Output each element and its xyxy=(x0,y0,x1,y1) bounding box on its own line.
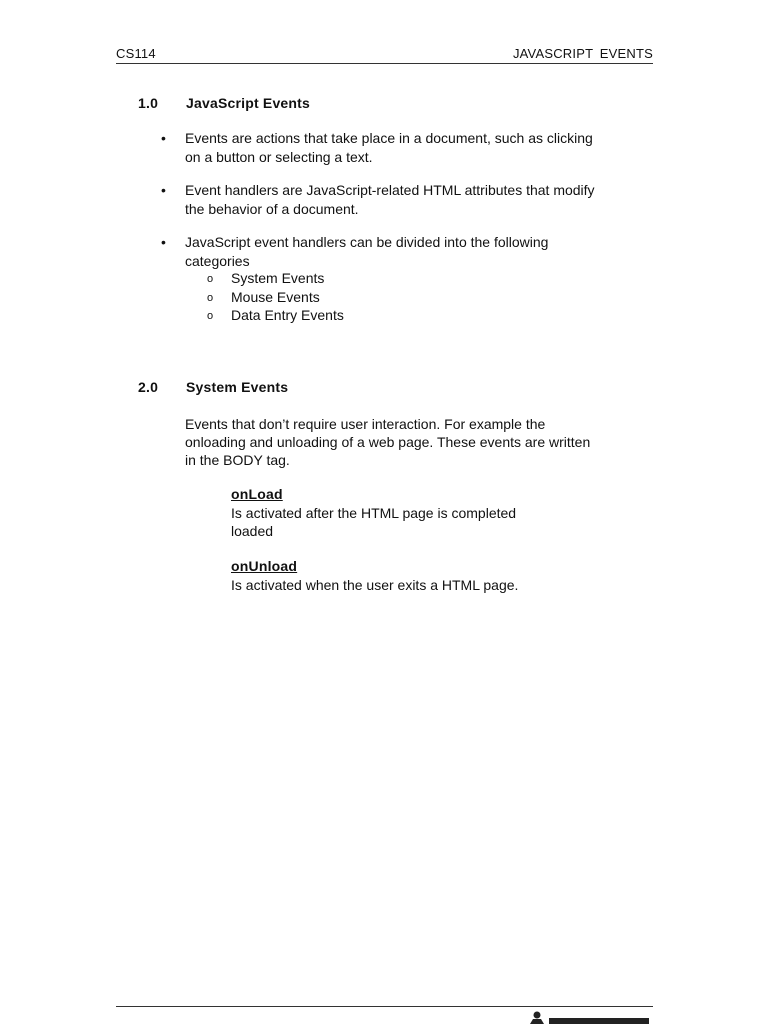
sub-list-text: System Events xyxy=(231,270,325,286)
circle-bullet-icon: o xyxy=(207,273,214,285)
bullet-text: Event handlers are JavaScript-related HTML attributes that modify the behavior of a document. xyxy=(185,182,595,217)
page-header xyxy=(116,45,653,64)
footer-rule xyxy=(116,1006,653,1007)
bullet-icon: • xyxy=(161,130,166,146)
section-intro: Events that don’t require user interaction. For example the onloading and unloading of a web page. These events are written in the BODY tag. xyxy=(185,416,591,468)
bullet-icon: • xyxy=(161,182,166,198)
section-number: 1.0 xyxy=(138,95,159,111)
bullet-text: JavaScript event handlers can be divided into the following categories xyxy=(185,234,549,269)
section-title: JavaScript Events xyxy=(186,95,311,111)
header-topic: JAVASCRIPT EVENTS xyxy=(512,46,653,61)
course-code: CS114 xyxy=(116,46,156,61)
event-term: onLoad xyxy=(231,486,283,502)
sub-list-text: Mouse Events xyxy=(231,289,320,305)
event-description: Is activated after the HTML page is completed loaded xyxy=(231,505,517,539)
circle-bullet-icon: o xyxy=(207,292,214,304)
footer-logo xyxy=(527,1010,653,1024)
person-logo-icon xyxy=(527,1010,653,1024)
bullet-icon: • xyxy=(161,234,166,250)
section-title: System Events xyxy=(186,379,289,395)
circle-bullet-icon: o xyxy=(207,310,214,322)
section-number: 2.0 xyxy=(138,379,159,395)
bullet-text: Events are actions that take place in a document, such as clicking on a button or selecting a text. xyxy=(185,130,593,165)
event-term: onUnload xyxy=(231,558,298,574)
event-description: Is activated when the user exits a HTML page. xyxy=(231,577,519,593)
sub-list-text: Data Entry Events xyxy=(231,307,344,323)
